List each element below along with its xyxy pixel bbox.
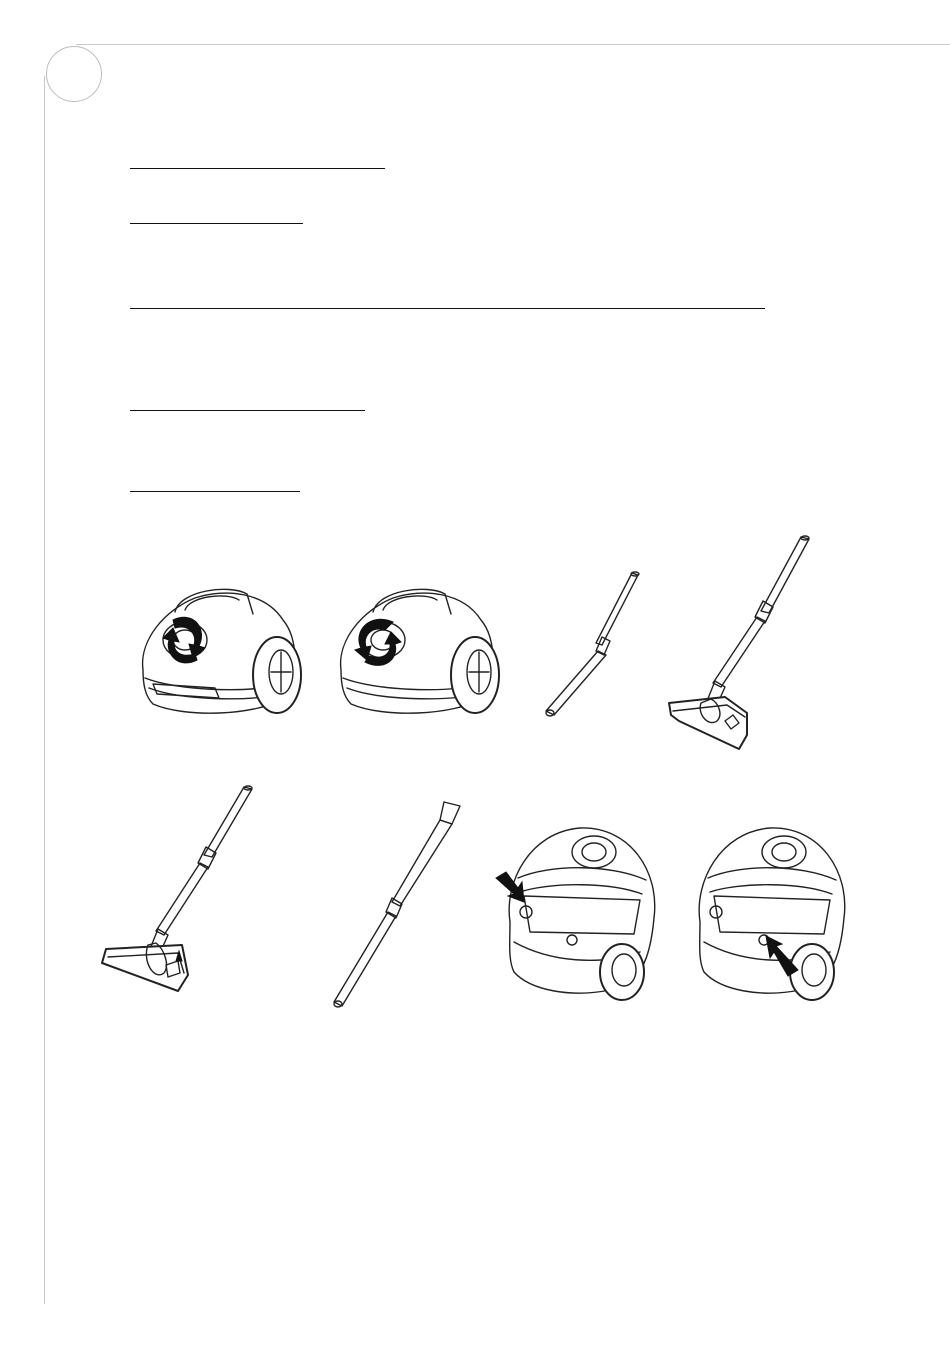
figure-floor-brush-attach	[98, 785, 268, 995]
page-number-badge	[46, 46, 102, 102]
vacuum-body-icon	[135, 580, 310, 720]
page-frame-top	[76, 44, 950, 45]
floor-brush-icon	[98, 785, 268, 995]
section-heading-5	[130, 491, 300, 492]
figure-tube-crevice	[330, 798, 470, 1013]
vacuum-front-icon	[694, 822, 864, 1007]
figure-body-counterclockwise	[333, 580, 508, 720]
vacuum-body-icon	[333, 580, 508, 720]
page-frame-left	[44, 76, 45, 1304]
figure-telescopic-tube	[540, 565, 650, 725]
section-heading-4	[130, 410, 365, 411]
section-heading-1	[130, 168, 385, 169]
figure-body-clockwise	[135, 580, 310, 720]
tube-icon	[540, 565, 650, 725]
figure-tube-floor-brush	[665, 535, 825, 755]
section-heading-2	[130, 223, 303, 224]
floor-brush-icon	[665, 535, 825, 755]
crevice-tube-icon	[330, 798, 470, 1013]
section-heading-3	[130, 308, 765, 309]
vacuum-front-icon	[490, 822, 660, 1007]
figure-body-front-left	[490, 822, 660, 1007]
figure-body-front-right	[694, 822, 864, 1007]
